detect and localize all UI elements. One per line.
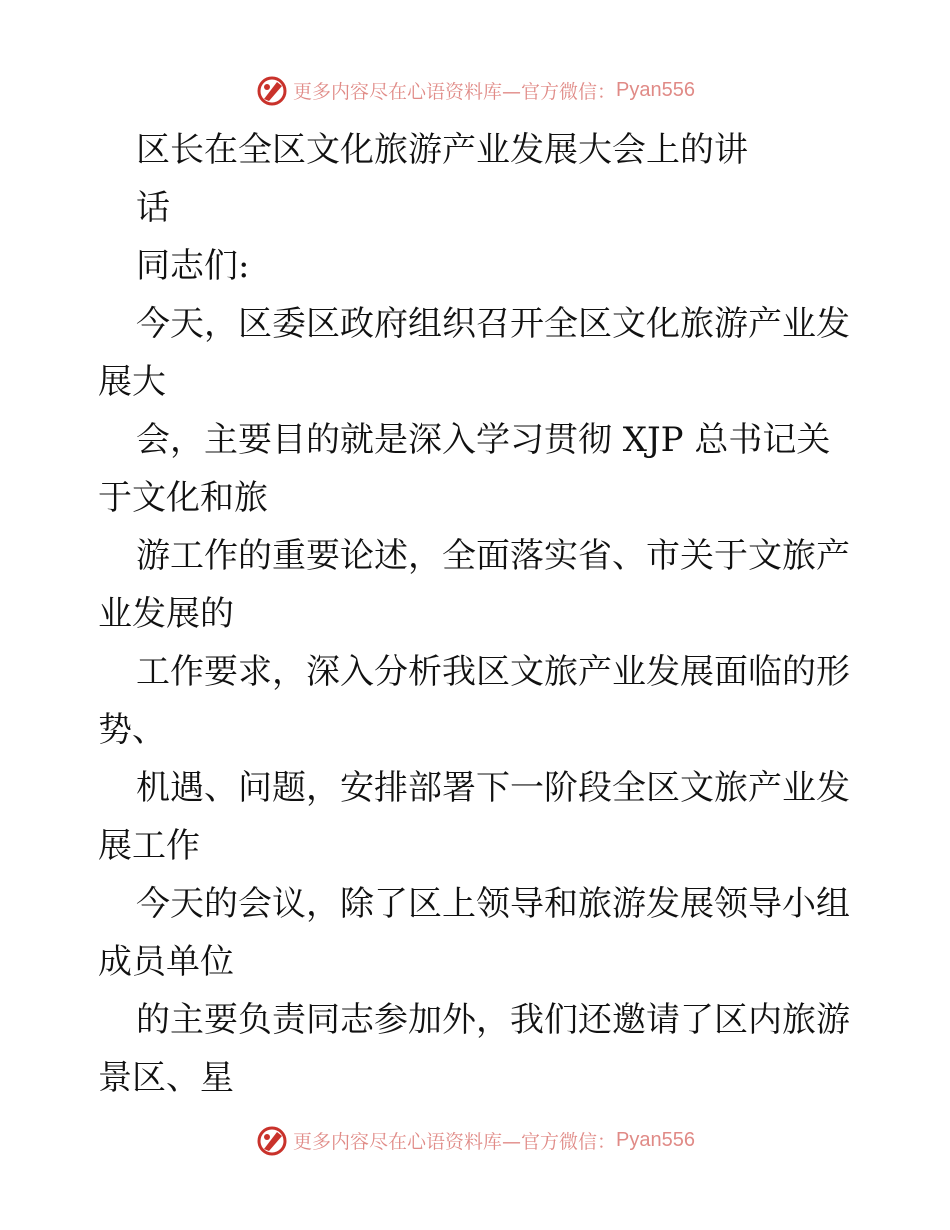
watermark-handle: Pyan556 [616,1128,695,1151]
text-line: 展工作 [98,826,200,866]
text-line: 成员单位 [98,942,234,982]
watermark-text: 更多内容尽在心语资料库—官方微信： [293,1130,617,1153]
text-line: 会，主要目的就是深入学习贯彻 XJP 总书记关 [136,420,831,460]
document-title-line-1: 区长在全区文化旅游产业发展大会上的讲 [136,130,748,170]
text-line: 的主要负责同志参加外，我们还邀请了区内旅游 [136,1000,850,1040]
text-line: 今天的会议，除了区上领导和旅游发展领导小组 [136,884,850,924]
text-line: 业发展的 [98,594,234,634]
text-line: 今天，区委区政府组织召开全区文化旅游产业发 [136,304,850,344]
watermark-text: 更多内容尽在心语资料库—官方微信： [293,80,617,103]
footer-watermark [0,1120,950,1160]
header-watermark [0,70,950,110]
text-line: 机遇、问题，安排部署下一阶段全区文旅产业发 [136,768,850,808]
watermark-handle: Pyan556 [616,78,695,101]
text-line: 同志们: [136,246,250,286]
document-body [98,121,858,1107]
text-line: 于文化和旅 [98,478,268,518]
text-line: 景区、星 [98,1058,234,1098]
text-line: 展大 [98,362,166,402]
text-line: 势、 [98,710,166,750]
text-line: 游工作的重要论述，全面落实省、市关于文旅产 [136,536,850,576]
pen-logo-icon [255,1123,289,1157]
text-line: 工作要求，深入分析我区文旅产业发展面临的形 [136,652,850,692]
document-title-line-2: 话 [136,188,170,228]
pen-logo-icon [255,73,289,107]
